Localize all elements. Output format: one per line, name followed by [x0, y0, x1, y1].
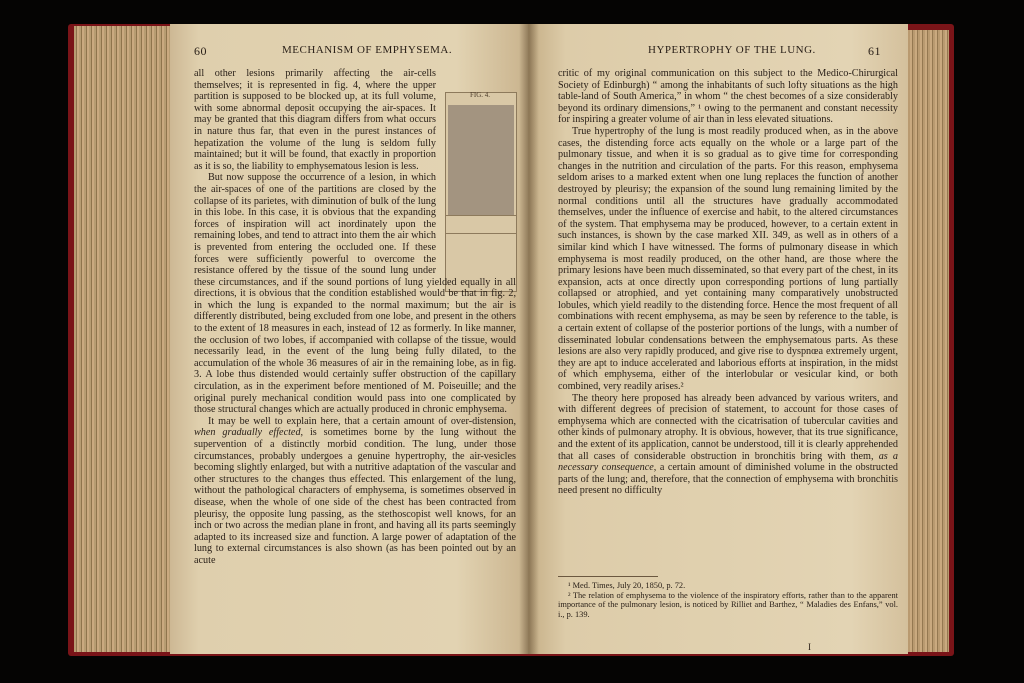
left-page	[170, 24, 528, 654]
footnote: ¹ Med. Times, July 20, 1850, p. 72.	[568, 581, 686, 590]
right-page-number: 61	[868, 44, 881, 58]
right-page	[528, 24, 908, 654]
right-running-header: HYPERTROPHY OF THE LUNG.	[648, 44, 816, 56]
figure-label: FIG. 4.	[470, 91, 491, 99]
left-running-header: MECHANISM OF EMPHYSEMA.	[282, 44, 453, 56]
paragraph: all other lesions primarily affecting the air-cells themselves; it is represented in fig. 4, where the upper partition is supposed to be blocked up, at its full volume, with some abnormal deposit occupying the air-spaces. It may be granted that this diagram differs from what occurs in nature thus far, that even in the purest instances of hepatization the volume of the lung is seldom fully maintained; but it will be found, that exactly in proportion as it is so, the liability to emphysematous lesion is less.	[194, 68, 436, 172]
footnote: ² The relation of emphysema to the violence of the inspiratory efforts, rather than to the apparent importance of the pulmonary lesion, is noticed by Rilliet and Barthez, “ Maladies des Enfans,” vol. i., p. 139.	[558, 590, 898, 619]
book-gutter	[519, 24, 539, 654]
footnote-rule	[558, 576, 658, 577]
paragraph: critic of my original communication on this subject to the Medico-Chirurgical Society of Edinburgh) “ among the inhabitants of such lofty situations as the high table-land of South America,” in whom “ the chest becomes of a size considerably beyond its ordinary dimensions,” ¹ owing to the permanent and constant necessity for inspiring a greater volume of air than in less elevated situations.	[558, 68, 898, 126]
right-body-text	[558, 68, 898, 497]
italic-phrase: when gradually effected	[194, 427, 301, 439]
signature-mark: I	[808, 642, 811, 652]
paragraph: But now suppose the occurrence of a lesion, in which the air-spaces of one of the partitions are closed by the collapse of its parietes, with diminution of bulk of the lung in this lobe. In this case, it is obvious that the expanding forces of inspiration will act inordinately upon the remaining lobes, and tend to attract into them the air which is prevented from entering the occluded one. If these forces were sufficiently powerful to overcome the resistance offered by the tissue of the sound lung under these circumstances, and if the sound portions of lung yielded equally in all directions, it is obvious that the condition established would be that in fig. 2, in which the lung is expanded to the normal maximum; but the air is differently distributed, being excluded from one lobe, and present in the others to the extent of 18 measures in each, instead of 12 as formerly. In like manner, the occlusion of two lobes, if accompanied with collapse of the tissue, would necessarily lead, in the event of the lung being fully dilated, to the accumulation of the whole 36 measures of air in the remaining lobe, as in fig. 3. A lobe thus distended would certainly suffer obstruction of the capillary circulation, as in the experiment before mentioned of M. Poiseuille; and the original purely mechanical condition would pass into one complicated by those structural changes which are actually produced in chronic emphysema.	[194, 172, 516, 416]
footnotes	[558, 576, 898, 619]
right-page-edges	[905, 30, 949, 652]
italic-phrase: as a necessary consequence	[558, 450, 898, 474]
paragraph: True hypertrophy of the lung is most readily produced when, as in the above cases, the distending force acts equally on the whole or a large part of the pulmonary tissue, and when it is so gradual as to give time for corresponding changes in the nutrition and circulation of the parts. For this reason, emphysema seldom arises to a marked extent when one lung replaces the function of another destroyed by pleurisy; the expansion of the sound lung remaining limited by the normal conditions until all the structures have gradually accommodated themselves, under the influence of exercise and habit, to the altered circumstances of the system. That emphysema may be produced, however, to a certain extent in such instances, is shown by the case marked XII. 349, as well as in others of a similar kind which I have witnessed. The forms of pulmonary disease in which emphysema is most readily produced, on the other hand, are those where the primary lesions have been much disseminated, so that every part of the chest, in its expansion, acts at once directly upon corresponding portions of lung partially collapsed or atrophied, and yet containing many comparatively unobstructed lobules, which yield readily to the distending force. Hence the most frequent of all combinations with recent emphysema, as may be seen by reference to the table, is a certain extent of collapse of the posterior portions of the lungs, with a number of disseminated lobular condensations between the emphysematous parts. As these lesions are also very rapidly produced, and give rise to dyspnœa extremely urgent, they are apt to induce accelerated and laborious efforts at inspiration, in the midst of which emphysema, either of the interlobular or vesicular kind, or both combined, very readily arises.²	[558, 125, 898, 393]
left-body-text	[194, 68, 516, 567]
paragraph: The theory here proposed has already been advanced by various writers, and with different degrees of precision of statement, to account for those cases of emphysema which are connected with the cicatrisation of tubercular cavities and other kinds of pulmonary atrophy. It is obvious, however, that its true significance, and the extent of its application, cannot be understood, till it is clearly apprehended that all cases of considerable obstruction in bronchitis bring with them, as a necessary consequence, a certain amount of diminished volume in the obstructed parts of the lung; and, therefore, that the connection of emphysema with bronchitis need present no difficulty	[558, 392, 898, 497]
left-page-edges	[74, 26, 174, 652]
left-page-number: 60	[194, 44, 207, 58]
paragraph: It may be well to explain here, that a certain amount of over-distension, when gradually effected, is sometimes borne by the lung without the supervention of a distinctly morbid condition. The lung, under those circumstances, probably undergoes a genuine hypertrophy, the air-vesicles becoming slightly enlarged, but with a nutritive adaptation of the vascular and other structures to the changes thus effected. This enlargement of the lung, without the pathological characters of emphysema, is sometimes observed in disease, when the whole of one side of the chest has been contracted from pleurisy, the opposite lung passing, as the stethoscopist well knows, for an inch or two across the median plane in front, and having all its parts seemingly adapted to its increased size and function. A large power of adaptation of the lung to external circumstances is also shown (as has been pointed out by an acute	[194, 415, 516, 566]
